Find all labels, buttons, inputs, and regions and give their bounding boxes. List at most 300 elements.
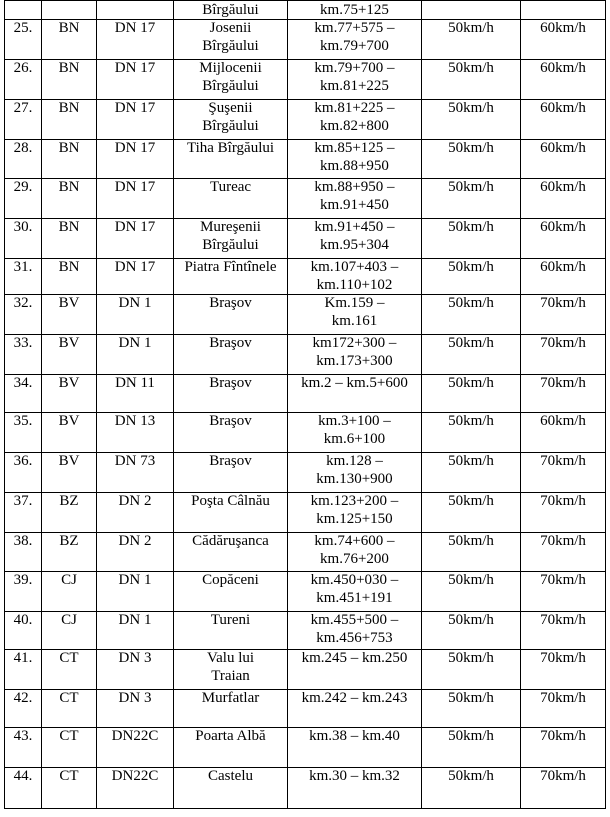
- cell-road: [97, 690, 174, 728]
- cell-locality-line: Bîrgăului: [202, 77, 259, 94]
- cell-limit-2-text: 70km/h: [540, 768, 586, 784]
- cell-nr: [5, 295, 42, 335]
- cell-km-line: km.79+700 –: [314, 60, 395, 76]
- cell-locality: [174, 493, 288, 533]
- cell-km-line: Km.159 –: [324, 295, 385, 311]
- table-row: [5, 493, 606, 533]
- cell-nr-text: 36.: [13, 453, 33, 469]
- cell-limit-2-text: 70km/h: [540, 295, 586, 311]
- cell-locality: [174, 612, 288, 650]
- cell-road: [97, 20, 174, 60]
- table-row: [5, 179, 606, 219]
- table-row: [5, 612, 606, 650]
- cell-locality: [174, 768, 288, 809]
- cell-limit-1-text: 50km/h: [448, 453, 494, 469]
- cell-locality: [174, 1, 288, 20]
- cell-limit-2: [521, 259, 606, 295]
- cell-km: [288, 768, 422, 809]
- km-text: km.75+125: [320, 1, 389, 18]
- cell-locality-line: Tureac: [209, 179, 252, 195]
- cell-limit-2: [521, 60, 606, 100]
- cell-nr: [5, 768, 42, 809]
- cell-limit-1-text: 50km/h: [448, 335, 494, 351]
- cell-limit-1: [422, 179, 521, 219]
- cell-nr-text: 37.: [13, 493, 33, 509]
- cell-limit-2: [521, 375, 606, 413]
- cell-locality: [174, 259, 288, 295]
- cell-road: [97, 335, 174, 375]
- cell-locality: [174, 140, 288, 179]
- cell-nr: [5, 259, 42, 295]
- cell-limit-1-text: 50km/h: [448, 572, 494, 588]
- cell-km: [288, 493, 422, 533]
- cell-county: [42, 295, 97, 335]
- cell-road-text: DN 3: [118, 650, 152, 666]
- cell-locality-line: Piatra Fîntînele: [184, 259, 277, 275]
- cell-limit-2-text: 60km/h: [540, 259, 586, 275]
- cell-road-text: DN 1: [118, 572, 152, 588]
- cell-locality: [174, 728, 288, 768]
- table-row: [5, 413, 606, 453]
- cell-limit-1-text: 50km/h: [448, 612, 494, 628]
- table-row: [5, 140, 606, 179]
- cell-road: [97, 259, 174, 295]
- cell-county-text: CT: [59, 650, 79, 666]
- cell-locality: [174, 100, 288, 140]
- cell-nr-text: 27.: [13, 100, 33, 116]
- cell-limit-2-text: 60km/h: [540, 60, 586, 76]
- cell-county: [42, 179, 97, 219]
- cell-limit-1: [422, 259, 521, 295]
- cell-km-line: km.451+191: [316, 589, 393, 606]
- cell-road: [97, 572, 174, 612]
- cell-county-text: BV: [58, 413, 80, 429]
- cell-limit-1: [422, 20, 521, 60]
- cell-nr-text: 41.: [13, 650, 33, 666]
- cell-nr-text: 42.: [13, 690, 33, 706]
- cell-limit-2-text: 60km/h: [540, 100, 586, 116]
- cell-km: [288, 572, 422, 612]
- cell-km-line: km.30 – km.32: [309, 768, 400, 784]
- cell-locality: [174, 375, 288, 413]
- cell-limit-2-text: 70km/h: [540, 690, 586, 706]
- cell-county: [42, 140, 97, 179]
- cell-county: [42, 650, 97, 690]
- cell-km-line: km.3+100 –: [318, 413, 391, 429]
- table-row: [5, 690, 606, 728]
- cell-nr-text: 34.: [13, 375, 33, 391]
- locality-text: Bîrgăului: [202, 1, 259, 18]
- cell-county: [42, 690, 97, 728]
- cell-km: [288, 650, 422, 690]
- cell-county-text: BN: [58, 20, 80, 36]
- cell-county: [42, 533, 97, 572]
- cell-limit-2-text: 60km/h: [540, 20, 586, 36]
- cell-limit-1-text: 50km/h: [448, 60, 494, 76]
- cell-locality-line: Poarta Albă: [195, 728, 266, 744]
- cell-km: [288, 690, 422, 728]
- cell-locality: [174, 179, 288, 219]
- cell-road: [97, 453, 174, 493]
- cell-km: [288, 533, 422, 572]
- cell-km-line: km.161: [331, 312, 378, 329]
- cell-km-line: km.88+950: [320, 157, 389, 174]
- cell-limit-1-text: 50km/h: [448, 219, 494, 235]
- cell-locality-line: Valu lui: [206, 650, 255, 666]
- table-row: [5, 728, 606, 768]
- cell-km-line: km.110+102: [316, 276, 393, 293]
- cell-km: [288, 20, 422, 60]
- cell-limit-1: [422, 728, 521, 768]
- cell-county: [42, 768, 97, 809]
- cell-nr-text: 30.: [13, 219, 33, 235]
- cell-km-line: km.76+200: [320, 550, 389, 567]
- cell-locality-line: Josenii: [209, 20, 252, 36]
- cell-road-text: DN 17: [114, 60, 156, 76]
- cell-km: [288, 335, 422, 375]
- cell-limit-1: [422, 650, 521, 690]
- cell-road: [97, 533, 174, 572]
- cell-limit-1: [422, 219, 521, 259]
- cell-limit-2-text: 60km/h: [540, 413, 586, 429]
- cell-km: [288, 295, 422, 335]
- cell-locality: [174, 335, 288, 375]
- cell-km-line: km.95+304: [320, 236, 389, 253]
- cell-km: [288, 612, 422, 650]
- cell-road: [97, 493, 174, 533]
- cell-locality-line: Castelu: [208, 768, 253, 784]
- cell-road: [97, 179, 174, 219]
- cell-road-text: DN22C: [111, 728, 159, 744]
- cell-limit-2: [521, 493, 606, 533]
- cell-limit-1: [422, 493, 521, 533]
- cell-road-text: DN 17: [114, 140, 156, 156]
- cell-limit-2-text: 70km/h: [540, 335, 586, 351]
- cell-nr-text: 39.: [13, 572, 33, 588]
- cell-road-text: DN 17: [114, 179, 156, 195]
- cell-locality-line: Murfatlar: [201, 690, 260, 706]
- cell-limit-2: [521, 140, 606, 179]
- cell-km-line: km.91+450: [320, 196, 389, 213]
- cell-locality-line: Poşta Câlnău: [191, 493, 270, 509]
- cell-county: [42, 375, 97, 413]
- cell-locality-line: Mijlocenii: [199, 60, 262, 76]
- cell-road-text: DN 73: [114, 453, 156, 469]
- cell-nr-text: 38.: [13, 533, 33, 549]
- cell-km: [288, 179, 422, 219]
- cell-locality: [174, 572, 288, 612]
- table-row: [5, 219, 606, 259]
- cell-limit-1-text: 50km/h: [448, 20, 494, 36]
- cell-km: [288, 60, 422, 100]
- cell-km-line: km.74+600 –: [314, 533, 395, 549]
- cell-limit-1-text: 50km/h: [448, 690, 494, 706]
- cell-county: [42, 413, 97, 453]
- cell-limit-2: [521, 533, 606, 572]
- cell-km-line: km.125+150: [316, 510, 393, 527]
- cell-nr-text: 32.: [13, 295, 33, 311]
- cell-road-text: DN 1: [118, 335, 152, 351]
- cell-locality-line: Braşov: [209, 453, 252, 469]
- cell-km-line: km.82+800: [320, 117, 389, 134]
- cell-km: [288, 140, 422, 179]
- cell-county: [42, 259, 97, 295]
- cell-locality: [174, 453, 288, 493]
- cell-km: [288, 728, 422, 768]
- cell-county-text: BN: [58, 219, 80, 235]
- cell-limit-2: [521, 453, 606, 493]
- cell-limit-2: [521, 335, 606, 375]
- cell-nr-text: 43.: [13, 728, 33, 744]
- cell-limit-2-text: 70km/h: [540, 375, 586, 391]
- cell-nr: [5, 20, 42, 60]
- cell-km: [288, 259, 422, 295]
- cell-road: [97, 413, 174, 453]
- cell-locality: [174, 219, 288, 259]
- cell-locality: [174, 690, 288, 728]
- cell-road: [97, 768, 174, 809]
- cell-locality-line: Bîrgăului: [202, 236, 259, 253]
- cell-road: [97, 728, 174, 768]
- cell-km-line: km.77+575 –: [314, 20, 395, 36]
- cell-road: [97, 219, 174, 259]
- cell-county: [42, 493, 97, 533]
- cell-road: [97, 650, 174, 690]
- table-row: [5, 453, 606, 493]
- cell-limit-2-text: 70km/h: [540, 533, 586, 549]
- cell-road: [97, 612, 174, 650]
- cell-limit-1: [422, 375, 521, 413]
- table-row: [5, 335, 606, 375]
- cell-km-line: km.242 – km.243: [301, 690, 408, 706]
- cell-road-text: DN 17: [114, 100, 156, 116]
- cell-limit-2-text: 70km/h: [540, 650, 586, 666]
- cell-road-text: DN 11: [115, 375, 155, 391]
- speed-limits-table: [4, 0, 606, 809]
- cell-km-line: km.173+300: [316, 352, 393, 369]
- cell-locality: [174, 650, 288, 690]
- cell-nr: [5, 413, 42, 453]
- cell-limit-1: [422, 690, 521, 728]
- cell-road: [97, 100, 174, 140]
- cell-nr: [5, 179, 42, 219]
- cell-limit-2: [521, 728, 606, 768]
- cell-limit-1-text: 50km/h: [448, 728, 494, 744]
- cell-county-text: BZ: [59, 533, 79, 549]
- cell-km-line: km.456+753: [316, 629, 393, 646]
- cell-limit-2-text: 70km/h: [540, 493, 586, 509]
- cell-limit-1: [422, 572, 521, 612]
- cell-locality: [174, 20, 288, 60]
- cell-locality-line: Cădăruşanca: [192, 533, 269, 549]
- cell-county: [42, 335, 97, 375]
- table-row: [5, 650, 606, 690]
- cell-county-text: BN: [58, 60, 80, 76]
- table-row: [5, 572, 606, 612]
- cell-km-line: km.107+403 –: [310, 259, 399, 275]
- cell-nr: [5, 219, 42, 259]
- cell-county: [42, 100, 97, 140]
- cell-locality-line: Braşov: [209, 335, 252, 351]
- cell-limit-1-text: 50km/h: [448, 100, 494, 116]
- cell-limit-1: [422, 768, 521, 809]
- cell-km: [288, 375, 422, 413]
- cell-nr: [5, 100, 42, 140]
- table-row: [5, 295, 606, 335]
- cell-limit-1-text: 50km/h: [448, 533, 494, 549]
- cell-limit-2: [521, 295, 606, 335]
- cell-km-line: km.128 –: [326, 453, 383, 469]
- cell-limit-2: [521, 179, 606, 219]
- cell-county: [42, 219, 97, 259]
- cell-road-text: DN 2: [118, 533, 152, 549]
- cell-county: [42, 20, 97, 60]
- cell-nr: [5, 335, 42, 375]
- cell-limit-1-text: 50km/h: [448, 768, 494, 784]
- cell-nr-text: 35.: [13, 413, 33, 429]
- cell-locality-line: Traian: [211, 667, 250, 684]
- cell-locality-line: Tureni: [210, 612, 251, 628]
- cell-road: [97, 140, 174, 179]
- cell-road-text: DN 17: [114, 20, 156, 36]
- cell-limit-2: [521, 768, 606, 809]
- cell-locality-line: Braşov: [209, 295, 252, 311]
- cell-nr: [5, 728, 42, 768]
- cell-km: [288, 413, 422, 453]
- cell-county: [42, 1, 97, 20]
- cell-limit-1-text: 50km/h: [448, 413, 494, 429]
- cell-road: [97, 375, 174, 413]
- cell-nr: [5, 375, 42, 413]
- cell-nr: [5, 453, 42, 493]
- table-row: [5, 20, 606, 60]
- cell-county-text: CJ: [61, 612, 77, 628]
- cell-km-line: km.6+100: [323, 430, 386, 447]
- cell-county-text: CJ: [61, 572, 77, 588]
- cell-limit-2: [521, 100, 606, 140]
- cell-km-line: km.81+225 –: [314, 100, 395, 116]
- cell-county-text: CT: [59, 728, 79, 744]
- cell-road-text: DN 2: [118, 493, 152, 509]
- cell-limit-1-text: 50km/h: [448, 140, 494, 156]
- cell-locality-line: Mureşenii: [200, 219, 261, 235]
- cell-road-text: DN22C: [111, 768, 159, 784]
- cell-limit-1: [422, 453, 521, 493]
- cell-locality-line: Bîrgăului: [202, 37, 259, 54]
- cell-limit-1: [422, 295, 521, 335]
- cell-km-line: km.123+200 –: [310, 493, 399, 509]
- cell-county-text: CT: [59, 768, 79, 784]
- cell-locality-line: Braşov: [209, 375, 252, 391]
- cell-km-line: km.81+225: [320, 77, 389, 94]
- cell-county-text: CT: [59, 690, 79, 706]
- cell-county-text: BV: [58, 453, 80, 469]
- cell-limit-1-text: 50km/h: [448, 650, 494, 666]
- cell-nr: [5, 140, 42, 179]
- cell-locality: [174, 413, 288, 453]
- cell-limit-1-text: 50km/h: [448, 295, 494, 311]
- cell-locality-line: Bîrgăului: [202, 117, 259, 134]
- cell-locality-line: Şuşenii: [208, 100, 253, 116]
- cell-road-text: DN 17: [114, 219, 156, 235]
- cell-limit-2-text: 70km/h: [540, 612, 586, 628]
- cell-km-line: km.38 – km.40: [309, 728, 400, 744]
- cell-locality-line: Braşov: [209, 413, 252, 429]
- table-row: [5, 768, 606, 809]
- cell-limit-1: [422, 612, 521, 650]
- cell-nr: [5, 690, 42, 728]
- cell-limit-1: [422, 140, 521, 179]
- cell-limit-2-text: 60km/h: [540, 140, 586, 156]
- cell-limit-2: [521, 572, 606, 612]
- cell-county: [42, 60, 97, 100]
- cell-locality-line: Copăceni: [202, 572, 259, 588]
- cell-km-line: km.450+030 –: [310, 572, 399, 588]
- cell-limit-1: [422, 413, 521, 453]
- cell-county-text: BZ: [59, 493, 79, 509]
- cell-limit-2-text: 70km/h: [540, 728, 586, 744]
- cell-limit-1-text: 50km/h: [448, 179, 494, 195]
- cell-nr: [5, 650, 42, 690]
- cell-km-line: km.88+950 –: [314, 179, 395, 195]
- cell-road: [97, 60, 174, 100]
- cell-locality: [174, 295, 288, 335]
- cell-county-text: BV: [58, 375, 80, 391]
- cell-county: [42, 612, 97, 650]
- table-row: [5, 375, 606, 413]
- cell-limit-2-text: 70km/h: [540, 572, 586, 588]
- cell-limit-1: [422, 1, 521, 20]
- table-row: [5, 100, 606, 140]
- cell-limit-2: [521, 413, 606, 453]
- cell-county-text: BV: [58, 295, 80, 311]
- cell-limit-1: [422, 533, 521, 572]
- cell-km-line: km.455+500 –: [310, 612, 399, 628]
- cell-km-line: km.130+900: [316, 470, 393, 487]
- cell-limit-2: [521, 690, 606, 728]
- cell-locality: [174, 60, 288, 100]
- table-row-continuation: [5, 1, 606, 20]
- cell-nr: [5, 493, 42, 533]
- cell-km: [288, 453, 422, 493]
- cell-km-line: km.79+700: [320, 37, 389, 54]
- cell-km-line: km172+300 –: [312, 335, 397, 351]
- cell-km: [288, 219, 422, 259]
- cell-limit-2: [521, 612, 606, 650]
- cell-locality: [174, 533, 288, 572]
- cell-limit-2: [521, 650, 606, 690]
- cell-county-text: BN: [58, 100, 80, 116]
- cell-nr: [5, 572, 42, 612]
- cell-nr-text: 33.: [13, 335, 33, 351]
- cell-nr-text: 28.: [13, 140, 33, 156]
- table-row: [5, 533, 606, 572]
- cell-limit-1: [422, 335, 521, 375]
- cell-nr: [5, 1, 42, 20]
- cell-limit-1-text: 50km/h: [448, 259, 494, 275]
- cell-km-line: km.245 – km.250: [301, 650, 408, 666]
- cell-county: [42, 572, 97, 612]
- cell-km-line: km.2 – km.5+600: [301, 375, 408, 391]
- cell-nr: [5, 60, 42, 100]
- cell-road-text: DN 17: [114, 259, 156, 275]
- cell-county-text: BN: [58, 140, 80, 156]
- cell-limit-2-text: 70km/h: [540, 453, 586, 469]
- table-row: [5, 60, 606, 100]
- cell-road-text: DN 3: [118, 690, 152, 706]
- cell-km-line: km.85+125 –: [314, 140, 395, 156]
- cell-limit-1-text: 50km/h: [448, 493, 494, 509]
